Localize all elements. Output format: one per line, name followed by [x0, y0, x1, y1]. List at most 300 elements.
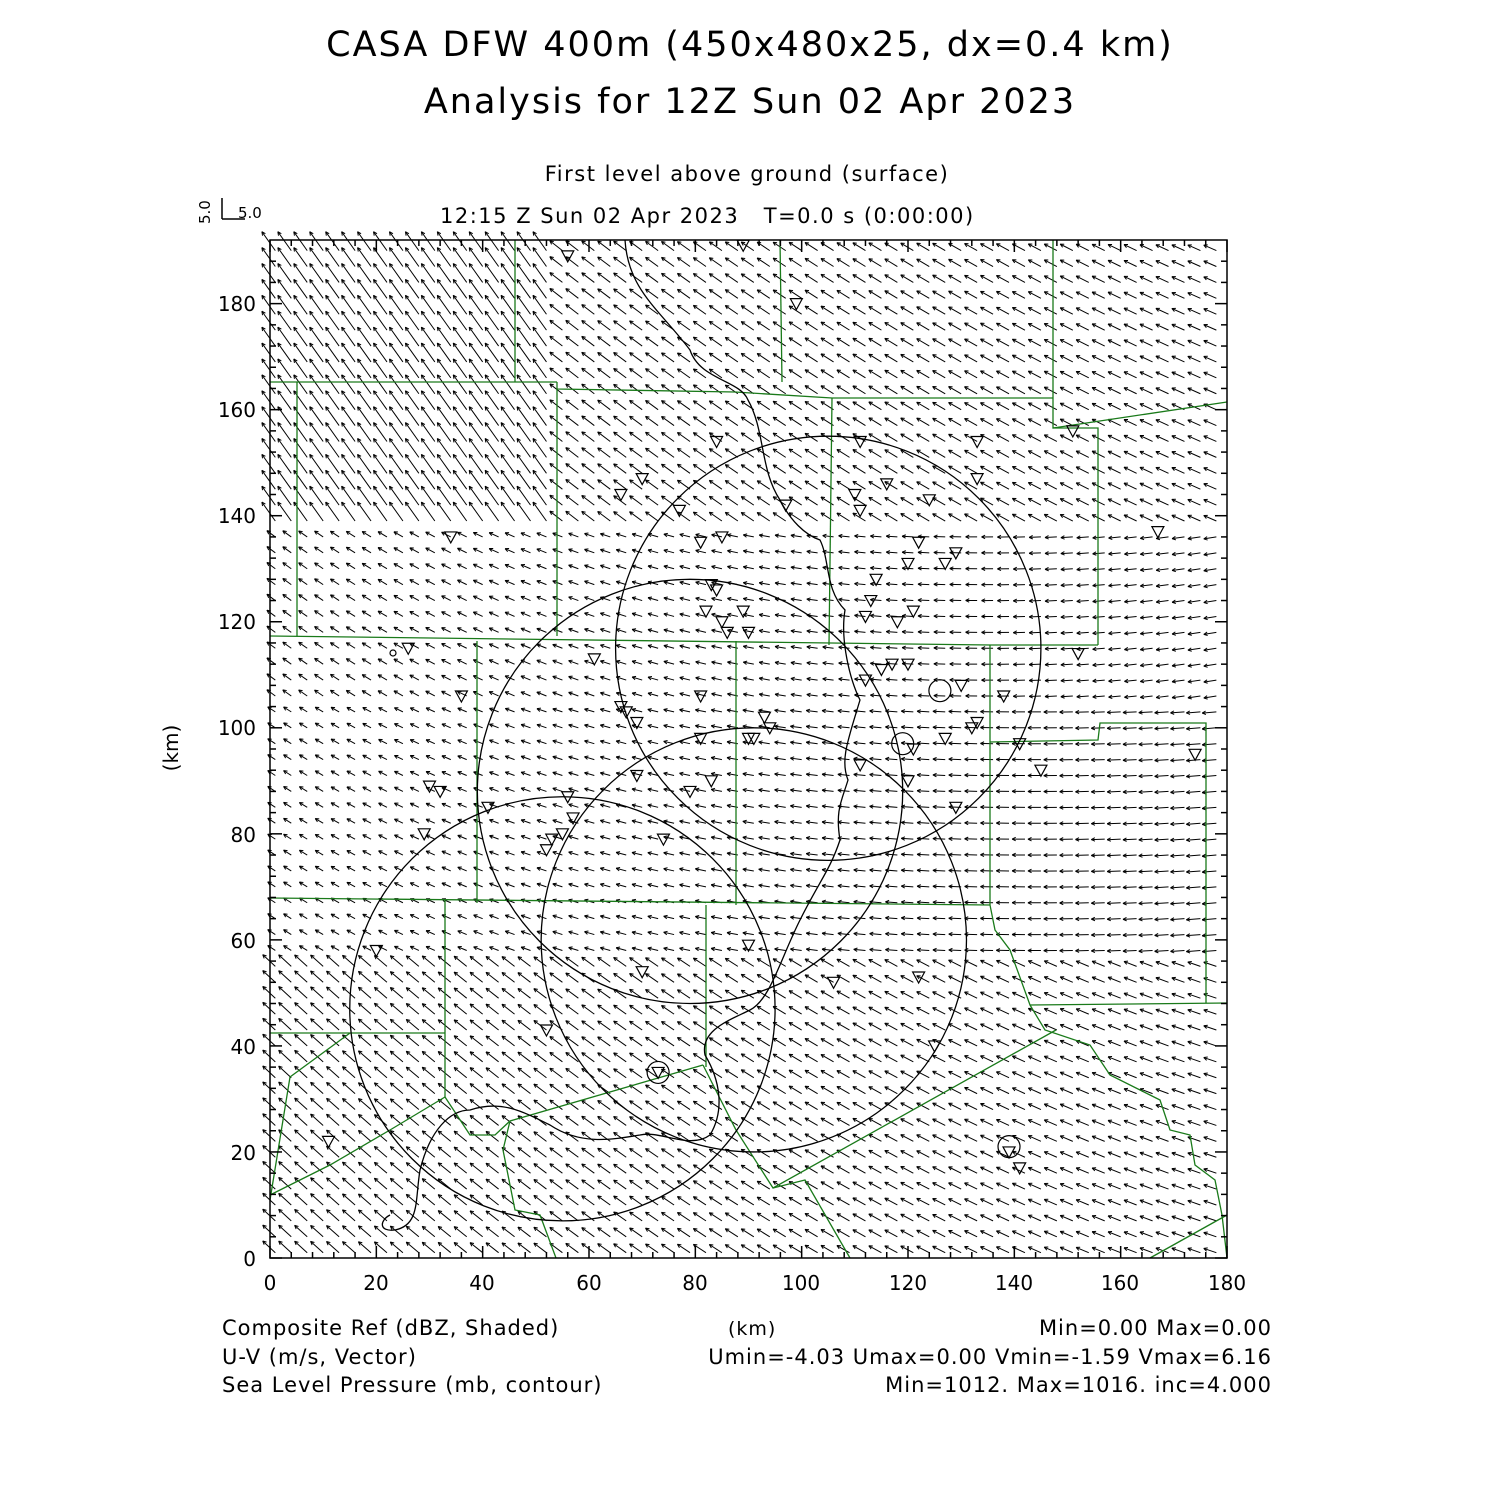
- wind-vector-head: [278, 311, 279, 315]
- wind-vector: [358, 1130, 371, 1141]
- wind-vector: [421, 295, 434, 314]
- wind-vector: [534, 1084, 547, 1094]
- wind-vector: [598, 1021, 611, 1030]
- wind-vector: [454, 1020, 467, 1030]
- wind-vector: [646, 1180, 659, 1189]
- wind-vector: [326, 454, 339, 473]
- wind-vector-head: [262, 502, 263, 506]
- wind-vector: [437, 502, 450, 521]
- wind-vector: [310, 502, 323, 521]
- wind-vector: [566, 495, 579, 505]
- wind-vector: [661, 385, 674, 394]
- wind-vector-head: [310, 343, 311, 347]
- wind-vector: [630, 1117, 643, 1126]
- wind-vector: [358, 1019, 371, 1030]
- wind-vector: [469, 454, 482, 473]
- wind-vector: [342, 327, 355, 346]
- wind-vector-head: [294, 279, 295, 283]
- wind-vector: [311, 1082, 324, 1093]
- wind-vector: [646, 1244, 659, 1253]
- wind-vector: [646, 273, 659, 282]
- wind-vector: [327, 1098, 340, 1109]
- wind-vector-head: [469, 279, 470, 283]
- wind-vector: [453, 375, 466, 394]
- wind-vector-head: [453, 486, 454, 490]
- wind-vector: [550, 1132, 563, 1141]
- wind-vector: [406, 1019, 419, 1030]
- wind-vector: [438, 1099, 451, 1109]
- wind-vector: [454, 956, 467, 966]
- wind-vector: [342, 343, 355, 362]
- wind-vector: [278, 486, 291, 505]
- wind-vector: [437, 423, 450, 442]
- wind-vector: [294, 391, 307, 410]
- wind-vector: [405, 375, 418, 394]
- wind-vector: [262, 486, 275, 505]
- wind-vector-head: [517, 486, 518, 490]
- wind-vector: [374, 248, 387, 267]
- wind-vector-head: [262, 423, 263, 427]
- wind-vector-head: [421, 311, 422, 315]
- wind-vector: [453, 438, 466, 457]
- wind-vector: [534, 1148, 547, 1158]
- wind-vector: [438, 1115, 451, 1125]
- wind-vector: [486, 1020, 499, 1030]
- wind-vector-head: [262, 232, 263, 236]
- wind-vector: [470, 1131, 483, 1141]
- wind-vector-head: [421, 343, 422, 347]
- wind-vector: [517, 311, 530, 330]
- wind-vector: [422, 1083, 435, 1093]
- wind-vector: [470, 1052, 483, 1062]
- wind-vector: [517, 295, 530, 314]
- wind-vector: [262, 423, 275, 442]
- wind-vector-head: [278, 438, 279, 442]
- wind-vector: [566, 1164, 579, 1173]
- wind-vector: [582, 321, 595, 331]
- wind-vector: [342, 1098, 355, 1109]
- wind-vector: [374, 486, 387, 505]
- wind-vector-head: [453, 391, 454, 395]
- wind-vector: [342, 264, 355, 283]
- wind-vector: [470, 988, 483, 998]
- wind-vector: [502, 1132, 515, 1142]
- wind-vector-head: [437, 311, 438, 315]
- wind-vector: [453, 311, 466, 330]
- wind-vector: [342, 1083, 355, 1094]
- wind-vector: [390, 1194, 403, 1205]
- wind-vector: [358, 1194, 371, 1205]
- wind-vector: [453, 391, 466, 410]
- wind-vector-head: [389, 327, 390, 331]
- wind-vector-head: [501, 470, 502, 474]
- wind-vector: [485, 232, 498, 251]
- wind-vector: [566, 1180, 579, 1189]
- wind-vector: [614, 1196, 627, 1205]
- wind-vector: [518, 957, 531, 967]
- wind-vector-head: [374, 423, 375, 427]
- wind-vector: [295, 1082, 308, 1093]
- wind-vector: [278, 264, 291, 283]
- wind-vector: [326, 470, 339, 489]
- wind-vector-head: [501, 327, 502, 331]
- wind-vector: [389, 327, 402, 346]
- wind-vector: [279, 1018, 292, 1030]
- wind-vector: [390, 1035, 403, 1046]
- wind-vector: [518, 1100, 531, 1110]
- wind-vector: [614, 416, 627, 425]
- wind-vector: [661, 401, 674, 410]
- wind-vector-head: [389, 311, 390, 315]
- wind-vector: [534, 1243, 547, 1253]
- wind-vector: [646, 385, 659, 394]
- wind-vector: [374, 359, 387, 378]
- wind-vector-head: [501, 279, 502, 283]
- wind-vector: [518, 973, 531, 983]
- wind-vector: [342, 486, 355, 505]
- wind-vector: [469, 391, 482, 410]
- wind-vector: [646, 1005, 659, 1014]
- wind-vector: [405, 327, 418, 346]
- wind-vector: [295, 1003, 308, 1014]
- wind-vector: [279, 987, 292, 999]
- wind-vector: [262, 359, 275, 378]
- wind-vector: [614, 480, 627, 489]
- wind-vector: [295, 1146, 308, 1157]
- wind-vector: [582, 464, 595, 474]
- wind-vector: [262, 232, 275, 251]
- wind-vector-head: [278, 232, 279, 236]
- wind-vector: [630, 1005, 643, 1014]
- wind-vector-head: [485, 407, 486, 411]
- wind-vector-head: [501, 454, 502, 458]
- wind-vector: [469, 311, 482, 330]
- wind-vector-head: [310, 232, 311, 236]
- wind-vector-head: [501, 343, 502, 347]
- wind-vector-head: [374, 279, 375, 283]
- wind-vector: [630, 369, 643, 378]
- wind-vector: [646, 1149, 659, 1158]
- wind-vector: [454, 1068, 467, 1078]
- wind-vector-head: [278, 279, 279, 283]
- wind-vector: [342, 1194, 355, 1205]
- wind-vector: [550, 320, 563, 330]
- wind-vector: [517, 359, 530, 378]
- wind-vector-head: [501, 311, 502, 315]
- wind-vector: [614, 464, 627, 473]
- wind-vector: [582, 1196, 595, 1205]
- wind-vector: [390, 1083, 403, 1094]
- wind-vector-head: [294, 407, 295, 411]
- wind-vector: [358, 407, 371, 426]
- wind-vector: [279, 1066, 292, 1078]
- wind-vector-head: [421, 359, 422, 363]
- wind-vector: [550, 957, 563, 966]
- wind-vector: [470, 1068, 483, 1078]
- wind-vector: [405, 391, 418, 410]
- wind-vector-head: [485, 454, 486, 458]
- wind-vector: [582, 1021, 595, 1030]
- wind-vector: [263, 1225, 276, 1237]
- wind-vector: [405, 279, 418, 298]
- wind-vector: [533, 327, 546, 346]
- wind-vector: [310, 232, 323, 251]
- wind-vector: [279, 1193, 292, 1205]
- wind-vector: [646, 1228, 659, 1237]
- wind-vector-head: [310, 311, 311, 315]
- wind-vector: [406, 1226, 419, 1237]
- wind-vector: [518, 1084, 531, 1094]
- wind-vector: [358, 971, 371, 982]
- wind-vector: [501, 295, 514, 314]
- wind-vector: [453, 407, 466, 426]
- wind-vector: [295, 1034, 308, 1045]
- wind-vector: [614, 305, 627, 314]
- wind-vector: [566, 1148, 579, 1157]
- wind-vector: [630, 321, 643, 330]
- wind-vector: [646, 353, 659, 362]
- wind-vector-head: [405, 343, 406, 347]
- wind-vector-head: [453, 375, 454, 379]
- wind-vector: [310, 486, 323, 505]
- wind-vector: [342, 359, 355, 378]
- wind-vector: [294, 486, 307, 505]
- wind-vector: [614, 448, 627, 457]
- wind-vector: [390, 987, 403, 998]
- wind-vector-head: [405, 295, 406, 299]
- wind-vector-head: [405, 232, 406, 236]
- wind-vector-head: [326, 391, 327, 395]
- wind-vector-head: [310, 279, 311, 283]
- wind-vector: [566, 1116, 579, 1125]
- wind-vector-head: [278, 502, 279, 506]
- wind-vector-head: [485, 423, 486, 427]
- wind-vector: [518, 1243, 531, 1253]
- wind-vector: [406, 1051, 419, 1062]
- wind-vector-head: [453, 502, 454, 506]
- wind-vector: [646, 1021, 659, 1030]
- wind-vector-head: [517, 423, 518, 427]
- wind-vector: [582, 1037, 595, 1046]
- wind-vector: [550, 511, 563, 521]
- wind-vector: [582, 416, 595, 426]
- wind-vector: [470, 1243, 483, 1253]
- wind-vector: [486, 1211, 499, 1221]
- wind-vector: [421, 279, 434, 298]
- wind-vector-head: [533, 438, 534, 442]
- wind-vector-head: [374, 248, 375, 252]
- wind-vector: [358, 1114, 371, 1125]
- wind-vector: [470, 1084, 483, 1094]
- wind-vector: [278, 248, 291, 267]
- wind-vector: [294, 375, 307, 394]
- wind-vector-head: [437, 391, 438, 395]
- wind-vector-head: [437, 248, 438, 252]
- wind-vector-head: [517, 391, 518, 395]
- wind-vector: [438, 1195, 451, 1205]
- wind-vector-head: [453, 423, 454, 427]
- wind-vector: [582, 352, 595, 362]
- wind-vector: [342, 423, 355, 442]
- wind-vector: [262, 295, 275, 314]
- wind-vector: [486, 1100, 499, 1110]
- wind-vector: [310, 279, 323, 298]
- wind-vector: [614, 289, 627, 298]
- wind-vector-head: [358, 343, 359, 347]
- wind-vector: [421, 359, 434, 378]
- wind-vector: [646, 1053, 659, 1062]
- wind-vector: [406, 1083, 419, 1094]
- wind-vector: [630, 448, 643, 457]
- wind-vector: [630, 337, 643, 346]
- wind-vector: [389, 232, 402, 251]
- wind-vector: [598, 257, 611, 267]
- wind-vector-head: [517, 327, 518, 331]
- wind-vector: [295, 1194, 308, 1205]
- wind-vector-head: [405, 327, 406, 331]
- wind-vector-head: [485, 391, 486, 395]
- wind-vector-head: [294, 502, 295, 506]
- wind-vector-head: [262, 248, 263, 252]
- wind-vector: [598, 289, 611, 299]
- wind-vector: [327, 971, 340, 982]
- wind-vector: [661, 1228, 674, 1237]
- wind-vector-head: [374, 359, 375, 363]
- wind-vector: [294, 407, 307, 426]
- wind-vector: [661, 1021, 674, 1030]
- wind-vector: [517, 279, 530, 298]
- wind-vector: [486, 1036, 499, 1046]
- wind-vector-head: [278, 486, 279, 490]
- wind-vector: [405, 359, 418, 378]
- wind-vector: [501, 423, 514, 442]
- wind-vector: [630, 416, 643, 425]
- wind-vector: [534, 1132, 547, 1142]
- wind-vector: [661, 432, 674, 441]
- wind-vector: [390, 972, 403, 983]
- wind-vector: [614, 321, 627, 330]
- wind-vector: [295, 955, 308, 966]
- wind-vector: [598, 400, 611, 410]
- wind-vector: [437, 454, 450, 473]
- wind-vector: [598, 1069, 611, 1078]
- wind-vector: [566, 273, 579, 283]
- wind-vector: [327, 1241, 340, 1252]
- wind-vector: [310, 391, 323, 410]
- wind-vector-head: [437, 264, 438, 268]
- wind-vector: [438, 1242, 451, 1252]
- wind-vector: [327, 1051, 340, 1062]
- wind-vector: [311, 1225, 324, 1236]
- wind-vector: [486, 1052, 499, 1062]
- wind-vector: [661, 1165, 674, 1174]
- wind-vector-head: [262, 454, 263, 458]
- wind-vector: [470, 1115, 483, 1125]
- wind-vector: [389, 454, 402, 473]
- wind-vector: [262, 375, 275, 394]
- wind-vector: [263, 1161, 276, 1173]
- wind-vector: [582, 289, 595, 299]
- wind-vector-head: [405, 359, 406, 363]
- wind-vector: [566, 432, 579, 442]
- wind-vector: [566, 511, 579, 521]
- wind-vector-head: [342, 470, 343, 474]
- wind-vector: [470, 1036, 483, 1046]
- wind-vector: [342, 454, 355, 473]
- wind-vector: [550, 479, 563, 489]
- wind-vector: [294, 248, 307, 267]
- wind-vector: [566, 1212, 579, 1221]
- wind-vector: [502, 1163, 515, 1173]
- wind-vector: [582, 1164, 595, 1173]
- wind-vector-head: [437, 343, 438, 347]
- wind-vector: [405, 407, 418, 426]
- wind-vector: [453, 454, 466, 473]
- wind-vector: [630, 958, 643, 967]
- wind-vector: [453, 327, 466, 346]
- wind-vector: [661, 1037, 674, 1046]
- wind-vector-head: [310, 486, 311, 490]
- wind-vector: [374, 1051, 387, 1062]
- wind-vector-head: [389, 375, 390, 379]
- wind-vector: [326, 486, 339, 505]
- wind-vector-head: [326, 248, 327, 252]
- wind-vector: [630, 353, 643, 362]
- wind-vector: [406, 1035, 419, 1046]
- wind-vector: [614, 512, 627, 521]
- wind-vector-head: [517, 295, 518, 299]
- wind-vector: [661, 273, 674, 282]
- wind-vector-head: [437, 295, 438, 299]
- wind-vector: [421, 327, 434, 346]
- wind-vector: [295, 1130, 308, 1141]
- wind-vector: [486, 972, 499, 982]
- wind-vector-head: [278, 264, 279, 268]
- wind-vector: [566, 304, 579, 314]
- wind-vector: [502, 1036, 515, 1046]
- wind-vector-head: [358, 327, 359, 331]
- wind-vector: [550, 463, 563, 473]
- wind-vector-head: [310, 327, 311, 331]
- wind-vector: [550, 1148, 563, 1157]
- wind-vector: [295, 1050, 308, 1061]
- wind-vector: [517, 248, 530, 267]
- wind-vector: [661, 369, 674, 378]
- wind-vector-head: [342, 438, 343, 442]
- wind-vector: [470, 1211, 483, 1221]
- wind-vector: [295, 971, 308, 982]
- wind-vector-head: [342, 248, 343, 252]
- wind-vector: [405, 248, 418, 267]
- wind-vector: [614, 1148, 627, 1157]
- wind-vector: [389, 502, 402, 521]
- wind-vector: [517, 232, 530, 251]
- wind-vector: [389, 375, 402, 394]
- wind-vector-head: [358, 264, 359, 268]
- wind-vector-head: [294, 391, 295, 395]
- wind-vector: [630, 1053, 643, 1062]
- wind-vector: [502, 1020, 515, 1030]
- wind-vector: [326, 502, 339, 521]
- wind-vector: [518, 1179, 531, 1189]
- wind-vector-head: [342, 423, 343, 427]
- wind-vector: [278, 311, 291, 330]
- wind-vector: [294, 311, 307, 330]
- wind-vector: [661, 242, 674, 251]
- wind-vector: [469, 502, 482, 521]
- wind-vector-head: [437, 438, 438, 442]
- wind-vector-head: [374, 264, 375, 268]
